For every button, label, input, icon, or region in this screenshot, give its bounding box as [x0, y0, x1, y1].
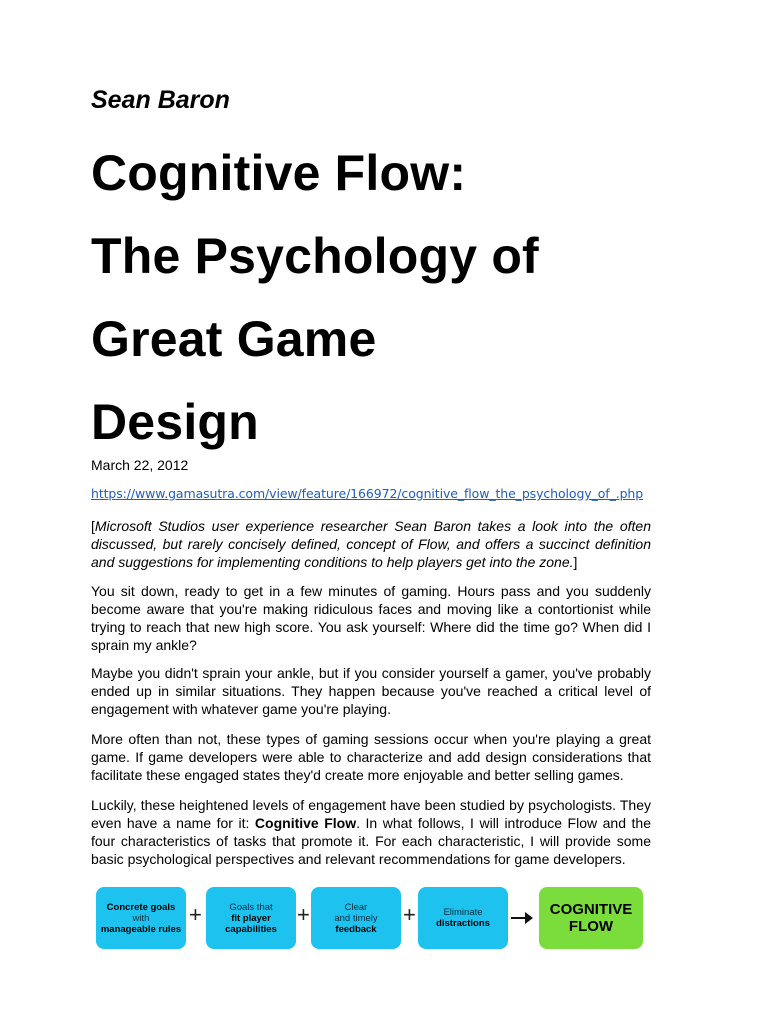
title-line: Great Game — [91, 311, 377, 367]
text-line: game. If game developers were able to characterize and add design considerations that — [91, 749, 651, 765]
text-line: Luckily, these heightened levels of engagement have been studied by psychologists. They — [91, 797, 651, 813]
source-link[interactable]: https://www.gamasutra.com/view/feature/166972/cognitive_flow_the_psychology_of_.php — [91, 486, 644, 501]
body-paragraph — [91, 664, 651, 718]
term-cognitive-flow: Cognitive Flow — [254, 815, 357, 831]
text-line: ended up in similar situations. They happen because you've reached a critical level of — [91, 683, 651, 699]
article-title — [91, 132, 691, 464]
text-line: four characteristics of tasks that promote it. For each characteristic, I will provide some — [91, 833, 651, 849]
intro-paragraph — [91, 517, 651, 571]
text-line: basic psychological perspectives and relevant recommendations for game developers. — [91, 851, 626, 867]
title-line: Cognitive Flow: — [91, 145, 467, 201]
text-line: engagement with whatever game you're playing. — [91, 701, 391, 717]
diagram-box-player-capabilities: Goals that fit player capabilities — [206, 887, 296, 949]
text-line: and suggestions for implementing conditions to help players get into the zone.] — [91, 554, 578, 570]
text-line: even have a name for it: Cognitive Flow. In what follows, I will introduce Flow and the — [91, 815, 651, 831]
text-line: More often than not, these types of gaming sessions occur when you're playing a great — [91, 731, 651, 747]
diagram-box-feedback: Clear and timely feedback — [311, 887, 401, 949]
title-line: The Psychology of — [91, 228, 539, 284]
text-line: facilitate these engaged states they'd create more enjoyable and better selling games. — [91, 767, 624, 783]
cognitive-flow-diagram — [96, 887, 648, 949]
body-paragraph — [91, 796, 651, 868]
body-paragraph — [91, 582, 651, 654]
diagram-box-cognitive-flow: COGNITIVE FLOW — [539, 887, 643, 949]
author-name: Sean Baron — [91, 86, 230, 114]
plus-icon: + — [297, 902, 310, 927]
publish-date: March 22, 2012 — [91, 457, 189, 473]
plus-icon: + — [189, 902, 202, 927]
text-line: Maybe you didn't sprain your ankle, but if you consider yourself a gamer, you've probably — [91, 665, 651, 681]
title-line: Design — [91, 394, 259, 450]
text-line: sprain my ankle? — [91, 637, 197, 653]
diagram-box-distractions: Eliminate distractions — [418, 887, 508, 949]
text-line: trying to reach that new high score. You ask yourself: Where did the time go? When did I — [91, 619, 651, 635]
text-line: [Microsoft Studios user experience researcher Sean Baron takes a look into the often — [91, 518, 651, 534]
diagram-box-concrete-goals: Concrete goals with manageable rules — [96, 887, 186, 949]
body-paragraph — [91, 730, 651, 784]
text-line: You sit down, ready to get in a few minutes of gaming. Hours pass and you suddenly — [91, 583, 651, 599]
plus-icon: + — [403, 902, 416, 927]
text-line: discussed, but rarely concisely defined, concept of Flow, and offers a succinct definition — [91, 536, 651, 552]
arrow-right-icon — [510, 909, 534, 927]
text-line: become aware that you're making ridiculous faces and moving like a contortionist while — [91, 601, 651, 617]
